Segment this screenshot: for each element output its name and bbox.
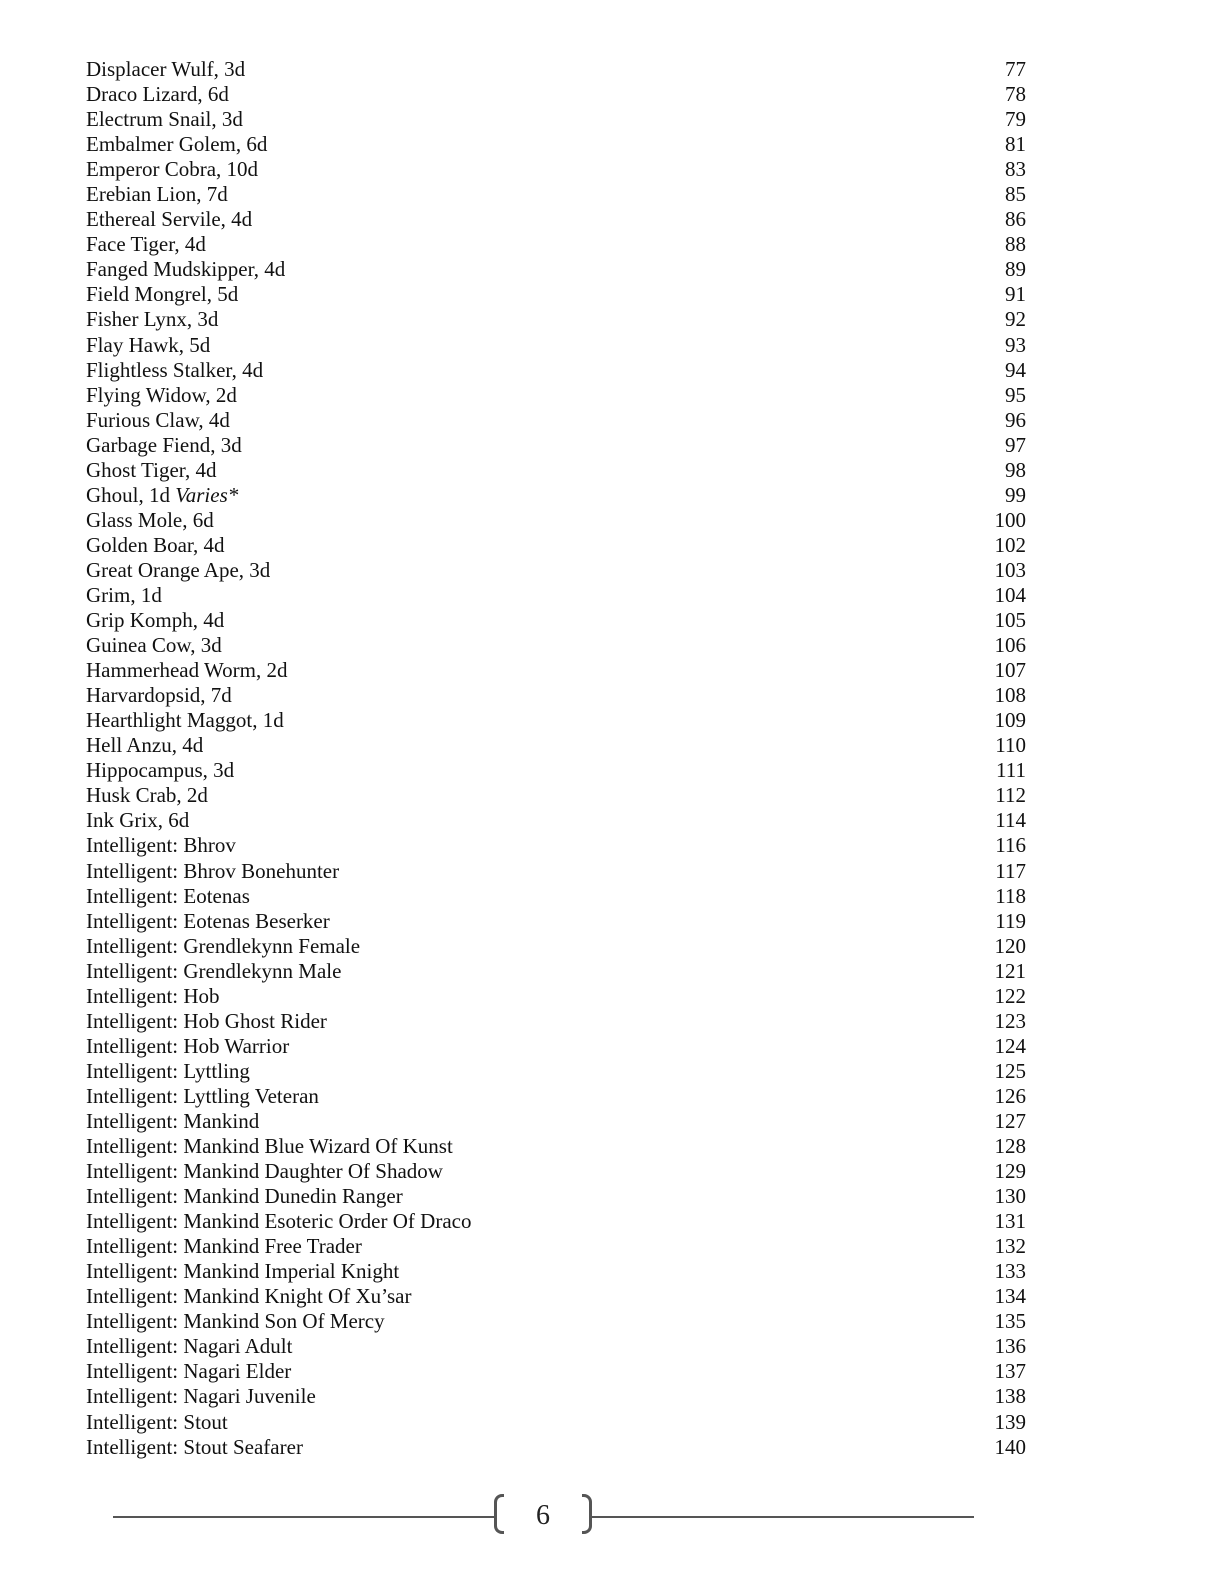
toc-entry-title — [86, 909, 330, 934]
toc-entry[interactable] — [86, 1109, 1026, 1134]
toc-entry-title-text: Garbage Fiend, 3d — [86, 432, 242, 457]
toc-entry-title-text: Field Mongrel, 5d — [86, 282, 239, 307]
toc-entry-title-text: Intelligent: Stout — [86, 1409, 228, 1434]
toc-entry-page: 110 — [995, 733, 1026, 758]
toc-entry-title — [86, 658, 287, 683]
toc-entry[interactable] — [86, 333, 1026, 358]
toc-entry[interactable] — [86, 1184, 1026, 1209]
toc-entry-title — [86, 182, 228, 207]
toc-entry[interactable] — [86, 57, 1026, 82]
toc-entry-suffix: Varies* — [175, 482, 239, 507]
toc-entry-title-text: Intelligent: Mankind Imperial Knight — [86, 1259, 400, 1284]
toc-entry[interactable] — [86, 383, 1026, 408]
toc-entry[interactable] — [86, 182, 1026, 207]
toc-entry[interactable] — [86, 984, 1026, 1009]
toc-entry-title-text: Ghoul, 1d — [86, 482, 170, 507]
toc-entry-title-text: Intelligent: Mankind Dunedin Ranger — [86, 1184, 403, 1209]
toc-entry[interactable] — [86, 633, 1026, 658]
toc-entry-page: 108 — [994, 683, 1026, 708]
toc-entry-page: 91 — [1005, 282, 1026, 307]
toc-entry[interactable] — [86, 959, 1026, 984]
toc-entry-title — [86, 608, 224, 633]
toc-entry-page: 125 — [994, 1058, 1026, 1083]
toc-entry[interactable] — [86, 483, 1026, 508]
toc-entry-title-text: Intelligent: Eotenas Beserker — [86, 908, 330, 933]
toc-entry-title — [86, 1309, 385, 1334]
toc-entry[interactable] — [86, 132, 1026, 157]
toc-entry-title — [86, 758, 234, 783]
right-bracket-ornament — [582, 1494, 592, 1534]
toc-entry-title-text: Electrum Snail, 3d — [86, 107, 243, 132]
toc-entry[interactable] — [86, 207, 1026, 232]
toc-entry-title-text: Guinea Cow, 3d — [86, 633, 222, 658]
toc-entry-page: 96 — [1005, 407, 1026, 432]
toc-entry-title-text: Golden Boar, 4d — [86, 532, 225, 557]
toc-entry-title — [86, 433, 242, 458]
toc-entry[interactable] — [86, 282, 1026, 307]
toc-entry-title-text: Grip Komph, 4d — [86, 608, 225, 633]
toc-entry[interactable] — [86, 733, 1026, 758]
toc-entry[interactable] — [86, 783, 1026, 808]
toc-entry-page: 122 — [994, 983, 1026, 1008]
toc-entry-page: 136 — [994, 1334, 1026, 1359]
toc-entry-title — [86, 884, 250, 909]
toc-entry-title-text: Intelligent: Mankind Free Trader — [86, 1234, 362, 1259]
toc-entry-title — [86, 859, 339, 884]
toc-entry[interactable] — [86, 358, 1026, 383]
toc-entry-page: 138 — [994, 1384, 1026, 1409]
toc-entry-title — [86, 207, 252, 232]
toc-entry[interactable] — [86, 232, 1026, 257]
toc-entry-title-text: Displacer Wulf, 3d — [86, 57, 246, 81]
toc-entry-page: 109 — [994, 708, 1026, 733]
toc-entry-page: 99 — [1005, 482, 1026, 507]
toc-entry-title — [86, 1209, 471, 1234]
toc-entry-title-text: Draco Lizard, 6d — [86, 82, 229, 107]
toc-entry-title-text: Intelligent: Mankind Esoteric Order Of Draco — [86, 1209, 472, 1234]
toc-entry-title — [86, 1059, 250, 1084]
toc-entry[interactable] — [86, 458, 1026, 483]
toc-entry-title — [86, 82, 229, 107]
toc-entry-title — [86, 1084, 319, 1109]
toc-entry[interactable] — [86, 608, 1026, 633]
toc-entry-title — [86, 1159, 443, 1184]
toc-entry-title-text: Intelligent: Mankind Daughter Of Shadow — [86, 1159, 443, 1184]
toc-entry-title — [86, 1384, 316, 1409]
toc-entry[interactable] — [86, 683, 1026, 708]
toc-entry-title-text: Intelligent: Nagari Elder — [86, 1359, 292, 1384]
toc-entry-title — [86, 1134, 453, 1159]
toc-entry[interactable] — [86, 1435, 1026, 1460]
toc-entry-page: 88 — [1005, 232, 1026, 257]
toc-entry-page: 140 — [994, 1434, 1026, 1459]
toc-entry-title-text: Intelligent: Mankind — [86, 1108, 260, 1133]
toc-entry-title — [86, 683, 232, 708]
toc-entry[interactable] — [86, 1284, 1026, 1309]
toc-entry-page: 83 — [1005, 157, 1026, 182]
toc-entry-page: 86 — [1005, 207, 1026, 232]
toc-entry-title — [86, 458, 216, 483]
toc-entry-page: 102 — [994, 532, 1026, 557]
toc-entry-page: 134 — [994, 1284, 1026, 1309]
toc-entry-page: 103 — [994, 557, 1026, 582]
toc-entry-title — [86, 733, 203, 758]
toc-entry-page: 121 — [994, 958, 1026, 983]
toc-entry-page: 116 — [995, 833, 1026, 858]
toc-entry-page: 93 — [1005, 332, 1026, 357]
toc-entry-title — [86, 57, 245, 82]
toc-entry[interactable] — [86, 558, 1026, 583]
toc-entry-title-text: Intelligent: Bhrov Bonehunter — [86, 858, 340, 883]
toc-entry-title-text: Hammerhead Worm, 2d — [86, 658, 288, 683]
toc-entry-page: 85 — [1005, 182, 1026, 207]
toc-entry[interactable] — [86, 157, 1026, 182]
toc-entry-page: 139 — [994, 1409, 1026, 1434]
toc-entry-page: 118 — [995, 883, 1026, 908]
toc-entry-title — [86, 558, 270, 583]
toc-entry[interactable] — [86, 1309, 1026, 1334]
toc-entry-title — [86, 533, 225, 558]
toc-entry-page: 104 — [994, 582, 1026, 607]
toc-entry-title-text: Fisher Lynx, 3d — [86, 307, 219, 332]
toc-entry[interactable] — [86, 508, 1026, 533]
toc-entry-title-text: Grim, 1d — [86, 582, 162, 607]
toc-entry-page: 107 — [994, 658, 1026, 683]
toc-entry-page: 98 — [1005, 457, 1026, 482]
toc-entry-title-text: Hearthlight Maggot, 1d — [86, 708, 284, 733]
toc-entry[interactable] — [86, 1059, 1026, 1084]
toc-entry-page: 114 — [995, 808, 1026, 833]
toc-entry-title — [86, 1410, 228, 1435]
toc-entry[interactable] — [86, 533, 1026, 558]
toc-entry-page: 126 — [994, 1083, 1026, 1108]
toc-entry-title-text: Intelligent: Lyttling Veteran — [86, 1083, 319, 1108]
toc-entry-title-text: Intelligent: Hob Ghost Rider — [86, 1008, 327, 1033]
toc-entry[interactable] — [86, 408, 1026, 433]
toc-entry[interactable] — [86, 1009, 1026, 1034]
toc-entry-title-text: Furious Claw, 4d — [86, 407, 230, 432]
toc-entry-page: 111 — [996, 758, 1026, 783]
toc-entry-page: 77 — [1005, 57, 1026, 81]
toc-entry-page: 81 — [1005, 132, 1026, 157]
toc-entry-page: 105 — [994, 608, 1026, 633]
toc-entry-title-text: Erebian Lion, 7d — [86, 182, 228, 207]
toc-entry[interactable] — [86, 1134, 1026, 1159]
toc-entry[interactable] — [86, 1034, 1026, 1059]
toc-entry-title-text: Face Tiger, 4d — [86, 232, 206, 257]
toc-entry-title — [86, 808, 189, 833]
toc-entry[interactable] — [86, 658, 1026, 683]
toc-entry-title — [86, 1234, 362, 1259]
toc-entry[interactable] — [86, 1209, 1026, 1234]
toc-entry-title — [86, 1184, 403, 1209]
toc-entry-title-text: Flightless Stalker, 4d — [86, 357, 264, 382]
toc-entry-page: 129 — [994, 1159, 1026, 1184]
toc-entry-title-text: Intelligent: Grendlekynn Male — [86, 958, 342, 983]
toc-entry-page: 97 — [1005, 432, 1026, 457]
toc-entry-page: 106 — [994, 633, 1026, 658]
toc-entry-title-text: Intelligent: Lyttling — [86, 1058, 250, 1083]
toc-entry[interactable] — [86, 1384, 1026, 1409]
toc-entry-page: 95 — [1005, 382, 1026, 407]
toc-entry-title — [86, 1284, 411, 1309]
toc-entry-title — [86, 1034, 289, 1059]
toc-entry-title — [86, 508, 214, 533]
toc-entry[interactable] — [86, 909, 1026, 934]
toc-entry-page: 132 — [994, 1234, 1026, 1259]
toc-entry-title — [86, 1435, 303, 1460]
toc-entry-page: 117 — [995, 858, 1026, 883]
table-of-contents — [86, 57, 1026, 1460]
toc-entry-title-text: Ink Grix, 6d — [86, 808, 190, 833]
toc-entry-title — [86, 107, 243, 132]
toc-entry-title — [86, 1334, 292, 1359]
toc-entry[interactable] — [86, 82, 1026, 107]
toc-entry[interactable] — [86, 808, 1026, 833]
toc-entry-title-text: Hell Anzu, 4d — [86, 733, 204, 758]
toc-entry-page: 112 — [995, 783, 1026, 808]
toc-entry-title — [86, 583, 162, 608]
page-number: 6 — [536, 1500, 550, 1531]
toc-entry-title — [86, 783, 208, 808]
toc-entry-title — [86, 157, 258, 182]
toc-entry[interactable] — [86, 859, 1026, 884]
toc-entry-page: 120 — [994, 933, 1026, 958]
toc-entry-title-text: Intelligent: Grendlekynn Female — [86, 933, 361, 958]
toc-entry-title — [86, 282, 238, 307]
toc-entry-title — [86, 1259, 399, 1284]
toc-entry[interactable] — [86, 1159, 1026, 1184]
toc-entry-title — [86, 984, 220, 1009]
toc-entry-page: 78 — [1005, 82, 1026, 107]
toc-entry-title-text: Intelligent: Nagari Juvenile — [86, 1384, 316, 1409]
toc-entry-page: 119 — [995, 908, 1026, 933]
toc-entry-title-text: Intelligent: Mankind Knight Of Xu’sar — [86, 1284, 412, 1309]
toc-entry-page: 137 — [994, 1359, 1026, 1384]
toc-entry-page: 131 — [994, 1209, 1026, 1234]
toc-entry-title-text: Intelligent: Bhrov — [86, 833, 236, 858]
toc-entry-title-text: Hippocampus, 3d — [86, 758, 235, 783]
toc-entry-title-text: Glass Mole, 6d — [86, 507, 214, 532]
left-bracket-ornament — [494, 1494, 504, 1534]
toc-entry-title — [86, 383, 237, 408]
toc-entry-title — [86, 307, 218, 332]
toc-entry-title — [86, 959, 341, 984]
toc-entry[interactable] — [86, 107, 1026, 132]
toc-entry-title-text: Ethereal Servile, 4d — [86, 207, 253, 232]
toc-entry-page: 123 — [994, 1008, 1026, 1033]
toc-entry-title-text: Intelligent: Eotenas — [86, 883, 250, 908]
toc-entry-title-text: Harvardopsid, 7d — [86, 683, 232, 708]
toc-entry-title — [86, 934, 360, 959]
toc-entry-title — [86, 833, 236, 858]
toc-entry-title — [86, 132, 267, 157]
toc-entry[interactable] — [86, 583, 1026, 608]
toc-entry-title-text: Embalmer Golem, 6d — [86, 132, 268, 157]
toc-entry[interactable] — [86, 1084, 1026, 1109]
footer-rule-right — [592, 1516, 974, 1518]
toc-entry-title-text: Intelligent: Hob Warrior — [86, 1033, 290, 1058]
toc-entry[interactable] — [86, 307, 1026, 332]
toc-entry[interactable] — [86, 1259, 1026, 1284]
toc-entry[interactable] — [86, 1359, 1026, 1384]
footer-rule-left — [113, 1516, 494, 1518]
toc-entry[interactable] — [86, 1334, 1026, 1359]
toc-entry-title-text: Great Orange Ape, 3d — [86, 557, 271, 582]
toc-entry-page: 135 — [994, 1309, 1026, 1334]
toc-entry-page: 124 — [994, 1033, 1026, 1058]
toc-entry[interactable] — [86, 433, 1026, 458]
toc-entry-title — [86, 358, 263, 383]
toc-entry[interactable] — [86, 257, 1026, 282]
toc-entry[interactable] — [86, 1410, 1026, 1435]
toc-entry-title-text: Fanged Mudskipper, 4d — [86, 257, 286, 282]
toc-entry-page: 130 — [994, 1184, 1026, 1209]
toc-entry-title-text: Flay Hawk, 5d — [86, 332, 211, 357]
toc-entry-title — [86, 1109, 259, 1134]
toc-entry-page: 128 — [994, 1134, 1026, 1159]
toc-entry-title-text: Ghost Tiger, 4d — [86, 457, 217, 482]
toc-entry-title-text: Flying Widow, 2d — [86, 382, 237, 407]
toc-entry-title — [86, 232, 206, 257]
toc-entry[interactable] — [86, 758, 1026, 783]
toc-entry-title-text: Intelligent: Stout Seafarer — [86, 1434, 303, 1459]
toc-entry-title-text: Husk Crab, 2d — [86, 783, 208, 808]
toc-entry-page: 127 — [994, 1108, 1026, 1133]
toc-entry-page: 133 — [994, 1259, 1026, 1284]
toc-entry-title — [86, 483, 238, 508]
toc-entry[interactable] — [86, 884, 1026, 909]
toc-entry-title-text: Intelligent: Mankind Blue Wizard Of Kunst — [86, 1134, 453, 1159]
toc-entry-title-text: Intelligent: Hob — [86, 983, 220, 1008]
toc-entry-title-text: Intelligent: Nagari Adult — [86, 1334, 293, 1359]
toc-entry-title-text: Emperor Cobra, 10d — [86, 157, 259, 182]
toc-entry[interactable] — [86, 708, 1026, 733]
page-footer — [113, 1494, 974, 1538]
toc-entry-title — [86, 408, 230, 433]
toc-entry-title — [86, 708, 284, 733]
toc-entry-page: 94 — [1005, 357, 1026, 382]
toc-entry-title — [86, 1009, 327, 1034]
toc-entry-title — [86, 257, 285, 282]
toc-entry-title — [86, 333, 210, 358]
toc-entry-page: 89 — [1005, 257, 1026, 282]
toc-entry[interactable] — [86, 934, 1026, 959]
toc-entry-page: 92 — [1005, 307, 1026, 332]
toc-entry-title — [86, 1359, 291, 1384]
toc-entry-page: 79 — [1005, 107, 1026, 132]
toc-entry-title — [86, 633, 222, 658]
toc-entry[interactable] — [86, 1234, 1026, 1259]
toc-entry[interactable] — [86, 833, 1026, 858]
toc-entry-page: 100 — [994, 507, 1026, 532]
toc-entry-title-text: Intelligent: Mankind Son Of Mercy — [86, 1309, 385, 1334]
